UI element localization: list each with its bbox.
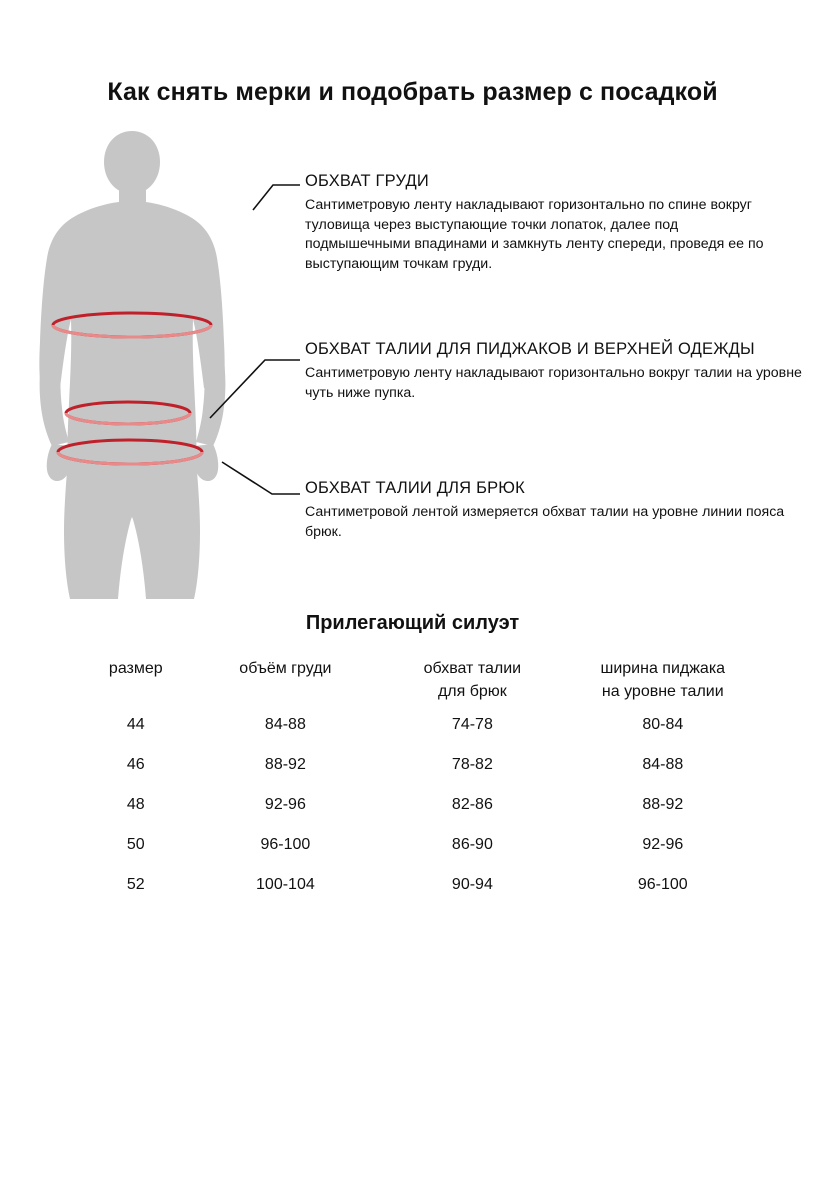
cell-waist: 82-86	[451, 796, 493, 814]
callout-chest	[305, 172, 785, 274]
callout-jacket-waist	[305, 340, 815, 403]
body-figure	[20, 125, 310, 605]
table-row	[78, 785, 758, 825]
table-header-waist-line1: обхват талии	[423, 660, 522, 677]
callout-trouser-waist-body: Сантиметровой лентой измеряется обхват талии на уровне линии пояса брюк.	[305, 504, 785, 540]
cell-size: 48	[126, 796, 145, 814]
table-header-jacket	[568, 658, 758, 705]
table-caption: Прилегающий силуэт	[305, 612, 520, 634]
table-header-waist-line2: для брюк	[437, 682, 507, 700]
cell-size: 44	[126, 716, 145, 734]
body-figure-svg	[20, 125, 310, 605]
cell-chest: 96-100	[260, 836, 311, 854]
table-row	[78, 825, 758, 865]
callout-jacket-waist-title: ОБХВАТ ТАЛИИ ДЛЯ ПИДЖАКОВ И ВЕРХНЕЙ ОДЕЖДЫ	[305, 340, 755, 358]
cell-waist: 74-78	[451, 716, 493, 734]
cell-jacket: 96-100	[637, 876, 688, 894]
table-row	[78, 705, 758, 745]
table-header-waist	[377, 658, 567, 705]
table-header-size-line1: размер	[108, 660, 163, 677]
cell-chest: 88-92	[264, 756, 306, 774]
cell-waist: 78-82	[451, 756, 493, 774]
table-header-chest-line1: объём груди	[239, 660, 332, 677]
callout-chest-body: Сантиметровую ленту накладывают горизонтально по спине вокруг туловища через выступающие точки лопаток, далее под подмышечными впадинами и замкнуть ленту спереди, проведя ее по выступающим точкам груди.	[305, 197, 764, 272]
table-row	[78, 745, 758, 785]
page-title: Как снять мерки и подобрать размер с посадкой	[107, 78, 718, 106]
cell-jacket: 92-96	[642, 836, 684, 854]
figure-legs	[64, 459, 200, 599]
table-header-jacket-line2: на уровне талии	[601, 682, 724, 700]
table-row	[78, 865, 758, 905]
callout-jacket-waist-body: Сантиметровую ленту накладывают горизонтально вокруг талии на уровне чуть ниже пупка.	[305, 365, 802, 401]
cell-jacket: 84-88	[642, 756, 684, 774]
table-header-jacket-line1: ширина пиджака	[600, 660, 726, 677]
cell-waist: 90-94	[451, 876, 493, 894]
cell-waist: 86-90	[451, 836, 493, 854]
cell-size: 46	[126, 756, 145, 774]
table-header-size	[78, 658, 194, 705]
cell-jacket: 80-84	[642, 716, 684, 734]
callout-trouser-waist-title: ОБХВАТ ТАЛИИ ДЛЯ БРЮК	[305, 479, 525, 497]
table-header-chest	[194, 658, 378, 705]
figure-head	[104, 131, 160, 194]
cell-size: 50	[126, 836, 145, 854]
cell-chest: 84-88	[264, 716, 306, 734]
callout-chest-title: ОБХВАТ ГРУДИ	[305, 172, 429, 190]
cell-chest: 100-104	[256, 876, 315, 894]
cell-jacket: 88-92	[642, 796, 684, 814]
cell-chest: 92-96	[264, 796, 306, 814]
table-header-row	[78, 658, 758, 705]
cell-size: 52	[126, 876, 145, 894]
callout-trouser-waist	[305, 479, 795, 542]
size-table	[78, 658, 758, 905]
